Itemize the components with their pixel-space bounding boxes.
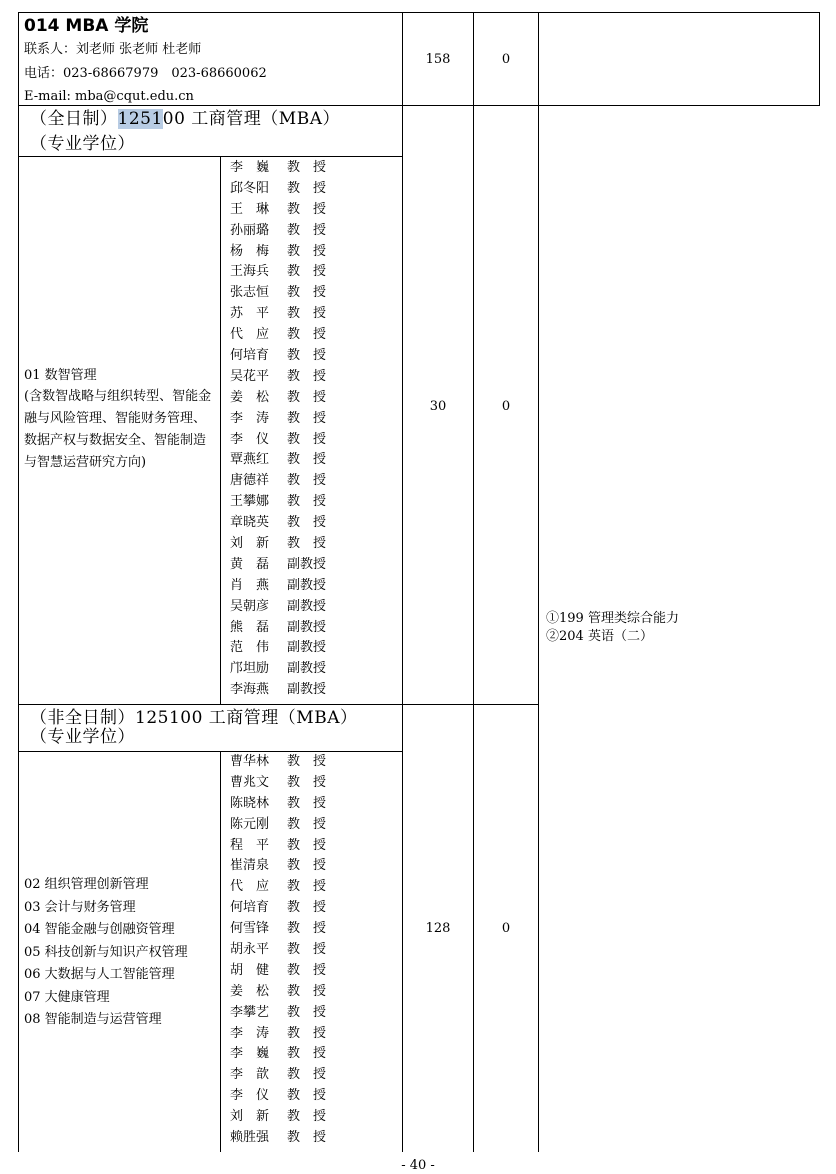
teacher-name: 王 琳	[230, 201, 270, 217]
teacher-title: 教 授	[287, 243, 327, 259]
table-row-divider	[18, 156, 402, 157]
teacher-name: 吴花平	[230, 368, 270, 384]
program1-prefix: （全日制）	[30, 109, 118, 129]
teacher-title: 教 授	[287, 285, 327, 301]
teacher-title: 教 授	[287, 368, 327, 384]
teacher-title: 教 授	[287, 410, 327, 426]
table-col-divider	[538, 12, 539, 1152]
teacher-name: 李 歆	[230, 1067, 270, 1083]
direction-item: 07 大健康管理	[24, 989, 110, 1005]
program2-teacher-list	[230, 752, 347, 1149]
teacher-title: 教 授	[287, 774, 327, 790]
table-row-divider	[18, 105, 538, 106]
teacher-title: 教 授	[287, 1025, 327, 1041]
teacher-row	[230, 752, 347, 773]
teacher-name: 胡永平	[230, 942, 270, 958]
teacher-title: 教 授	[287, 348, 327, 364]
teacher-row	[230, 430, 347, 451]
teacher-row	[230, 555, 347, 576]
direction-item: 08 智能制造与运营管理	[24, 1012, 162, 1027]
teacher-name: 何培育	[230, 900, 270, 916]
teacher-name: 刘 新	[230, 536, 270, 552]
teacher-row	[230, 1044, 347, 1065]
teacher-name: 代 应	[230, 879, 270, 895]
table-border-right-cap	[538, 105, 820, 106]
teacher-name: 陈元刚	[230, 816, 270, 832]
school-title: 014 MBA 学院	[24, 16, 149, 36]
school-quota: 158	[425, 52, 451, 67]
teacher-row	[230, 856, 347, 877]
teacher-title: 教 授	[287, 754, 327, 769]
program1-exempt: 0	[501, 399, 511, 414]
teacher-title: 教 授	[287, 1130, 327, 1146]
teacher-name: 赖胜强	[230, 1130, 270, 1146]
teacher-row	[230, 898, 347, 919]
teacher-title: 教 授	[287, 858, 327, 874]
teacher-row	[230, 940, 347, 961]
teacher-row	[230, 618, 347, 639]
teacher-name: 苏 平	[230, 306, 270, 322]
teacher-name: 曹华林	[230, 754, 270, 769]
exam-subject: ②204 英语（二）	[546, 629, 653, 644]
teacher-row	[230, 1024, 347, 1045]
teacher-name: 李海燕	[230, 682, 270, 698]
teacher-row	[230, 919, 347, 940]
school-phone: 电话：023-68667979 023-68660062	[24, 66, 267, 81]
teacher-title: 教 授	[287, 1046, 327, 1062]
teacher-name: 崔清泉	[230, 858, 270, 874]
teacher-name: 李攀艺	[230, 1004, 270, 1020]
teacher-title: 教 授	[287, 201, 327, 217]
teacher-name: 肖 燕	[230, 577, 270, 593]
school-email: E-mail: mba@cqut.edu.cn	[24, 89, 194, 104]
teacher-name: 陈晓林	[230, 795, 270, 811]
teacher-name: 李 涛	[230, 410, 270, 426]
teacher-name: 范 伟	[230, 640, 270, 656]
teacher-title: 教 授	[287, 494, 327, 510]
teacher-title: 教 授	[287, 160, 327, 175]
teacher-title: 教 授	[287, 264, 327, 280]
teacher-row	[230, 659, 347, 680]
teacher-name: 李 涛	[230, 1025, 270, 1041]
direction-item: 03 会计与财务管理	[24, 899, 136, 915]
table-border-right	[819, 12, 820, 105]
teacher-name: 李 仪	[230, 1088, 270, 1104]
teacher-row	[230, 534, 347, 555]
teacher-row	[230, 200, 347, 221]
teacher-name: 李 仪	[230, 431, 270, 447]
teacher-name: 姜 松	[230, 983, 270, 999]
table-col-divider	[473, 12, 474, 1152]
table-border-left	[18, 12, 19, 1152]
teacher-row	[230, 836, 347, 857]
program1-code-rest: 00 工商管理（MBA）	[162, 109, 340, 129]
teacher-name: 程 平	[230, 837, 270, 853]
teacher-title: 教 授	[287, 536, 327, 552]
teacher-name: 黄 磊	[230, 556, 270, 572]
teacher-name: 姜 松	[230, 389, 270, 405]
teacher-row	[230, 1128, 347, 1149]
teacher-title: 副教授	[287, 598, 327, 614]
teacher-name: 李 巍	[230, 160, 270, 175]
teacher-title: 教 授	[287, 942, 327, 958]
teacher-name: 张志恒	[230, 285, 270, 301]
table-col-divider	[402, 12, 403, 1152]
teacher-title: 教 授	[287, 452, 327, 468]
teacher-title: 教 授	[287, 921, 327, 937]
teacher-row	[230, 773, 347, 794]
teacher-name: 何雪锋	[230, 921, 270, 937]
teacher-title: 教 授	[287, 327, 327, 343]
teacher-title: 教 授	[287, 473, 327, 489]
teacher-title: 副教授	[287, 619, 327, 635]
direction-item: 06 大数据与人工智能管理	[24, 967, 175, 982]
teacher-row	[230, 158, 347, 179]
teacher-name: 王攀娜	[230, 494, 270, 510]
teacher-name: 覃燕红	[230, 452, 270, 468]
teacher-name: 孙丽璐	[230, 222, 270, 238]
teacher-title: 教 授	[287, 837, 327, 853]
teacher-title: 教 授	[287, 816, 327, 832]
teacher-row	[230, 638, 347, 659]
teacher-row	[230, 492, 347, 513]
teacher-row	[230, 597, 347, 618]
teacher-name: 李 巍	[230, 1046, 270, 1062]
teacher-title: 副教授	[287, 661, 327, 677]
program1-code-highlight: 1251	[117, 109, 163, 129]
program1-quota: 30	[429, 399, 447, 414]
teacher-title: 副教授	[287, 640, 327, 656]
teacher-name: 胡 健	[230, 962, 270, 978]
teacher-title: 教 授	[287, 795, 327, 811]
teacher-row	[230, 1086, 347, 1107]
page-number: - 40 -	[401, 1158, 435, 1173]
teacher-row	[230, 961, 347, 982]
teacher-title: 教 授	[287, 1067, 327, 1083]
teacher-row	[230, 815, 347, 836]
teacher-row	[230, 409, 347, 430]
program1-degree: （专业学位）	[30, 134, 135, 154]
direction-item: 02 组织管理创新管理	[24, 877, 149, 892]
direction-item: 05 科技创新与知识产权管理	[24, 944, 188, 960]
table-col-divider	[220, 156, 221, 704]
exam-subject: ①199 管理类综合能力	[546, 611, 679, 626]
teacher-title: 教 授	[287, 962, 327, 978]
teacher-row	[230, 576, 347, 597]
teacher-row	[230, 388, 347, 409]
teacher-name: 刘 新	[230, 1109, 270, 1125]
teacher-title: 教 授	[287, 431, 327, 447]
teacher-row	[230, 471, 347, 492]
teacher-title: 教 授	[287, 879, 327, 895]
table-row-divider	[18, 704, 538, 705]
teacher-row	[230, 1107, 347, 1128]
teacher-row	[230, 450, 347, 471]
program2-degree: （专业学位）	[30, 727, 135, 747]
teacher-row	[230, 325, 347, 346]
table-border-top	[18, 12, 820, 13]
table-col-divider	[220, 751, 221, 1152]
teacher-name: 邱冬阳	[230, 180, 270, 196]
teacher-row	[230, 283, 347, 304]
teacher-row	[230, 513, 347, 534]
teacher-row	[230, 221, 347, 242]
teacher-title: 副教授	[287, 682, 327, 698]
direction-item: 04 智能金融与创融资管理	[24, 922, 175, 937]
teacher-row	[230, 877, 347, 898]
teacher-row	[230, 1003, 347, 1024]
teacher-row	[230, 346, 347, 367]
program2-direction-list	[24, 874, 188, 1032]
teacher-row	[230, 1065, 347, 1086]
teacher-row	[230, 794, 347, 815]
teacher-title: 副教授	[287, 556, 327, 572]
teacher-title: 教 授	[287, 1088, 327, 1104]
program1-teacher-list	[230, 158, 347, 701]
teacher-row	[230, 680, 347, 701]
teacher-title: 教 授	[287, 389, 327, 405]
teacher-row	[230, 242, 347, 263]
teacher-row	[230, 982, 347, 1003]
teacher-name: 熊 磊	[230, 619, 270, 635]
program1-title	[30, 108, 340, 130]
teacher-name: 唐德祥	[230, 473, 270, 489]
teacher-title: 教 授	[287, 306, 327, 322]
teacher-name: 吴朝彦	[230, 598, 270, 614]
teacher-name: 曹兆文	[230, 774, 270, 790]
teacher-name: 王海兵	[230, 264, 270, 280]
teacher-name: 邝坦励	[230, 661, 270, 677]
teacher-title: 教 授	[287, 222, 327, 238]
program1-direction-desc: (含数智战略与组织转型、智能金融与风险管理、智能财务管理、数据产权与数据安全、智能制造与智慧运营研究方向)	[24, 389, 212, 470]
teacher-title: 教 授	[287, 180, 327, 196]
teacher-title: 教 授	[287, 1004, 327, 1020]
teacher-row	[230, 304, 347, 325]
school-exempt: 0	[501, 52, 511, 67]
teacher-title: 教 授	[287, 515, 327, 531]
teacher-name: 何培育	[230, 348, 270, 364]
program1-direction-label: 01 数智管理	[24, 368, 97, 383]
program2-exempt: 0	[501, 921, 511, 936]
teacher-name: 杨 梅	[230, 243, 270, 259]
program2-title: （非全日制）125100 工商管理（MBA）	[30, 708, 358, 728]
teacher-name: 代 应	[230, 327, 270, 343]
program2-quota: 128	[425, 921, 451, 936]
teacher-title: 教 授	[287, 983, 327, 999]
teacher-title: 副教授	[287, 577, 327, 593]
teacher-title: 教 授	[287, 900, 327, 916]
teacher-row	[230, 367, 347, 388]
teacher-title: 教 授	[287, 1109, 327, 1125]
teacher-name: 章晓英	[230, 515, 270, 531]
teacher-row	[230, 179, 347, 200]
school-contact: 联系人：刘老师 张老师 杜老师	[24, 42, 202, 57]
teacher-row	[230, 262, 347, 283]
